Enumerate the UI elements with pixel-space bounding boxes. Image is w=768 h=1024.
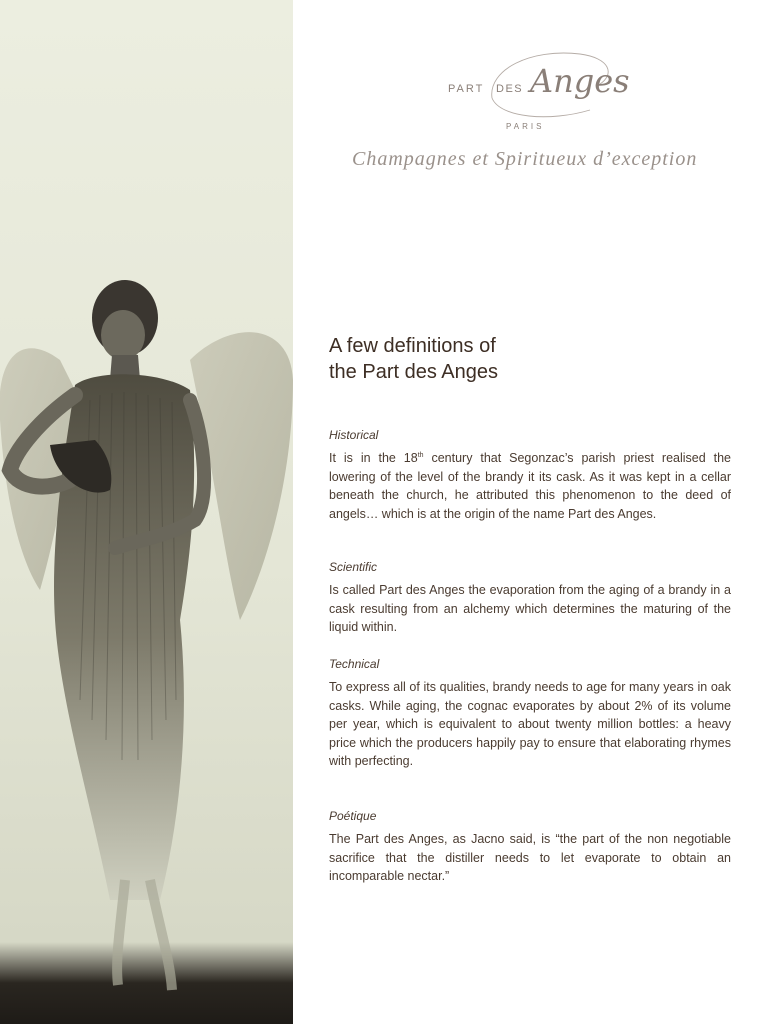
title-line-1: A few definitions of — [329, 335, 496, 357]
superscript-th: th — [417, 451, 424, 459]
section-historical — [329, 428, 731, 523]
logo-des: DES — [496, 83, 524, 95]
brand-tagline: Champagnes et Spiritueux d’exception — [352, 148, 698, 170]
face — [101, 310, 145, 360]
page-title — [329, 333, 731, 385]
section-technical — [329, 657, 731, 771]
section-body: To express all of its qualities, brandy needs to age for many years in oak casks. While aging, the cognac evaporates by about 2% of its volume per year, which is equivalent to about twenty million bottles: a heavy price which the producers happily pay to ensure that elaborating rhymes with perfecting. — [329, 680, 731, 768]
brand-logo — [440, 40, 630, 140]
section-heading: Technical — [329, 657, 380, 671]
angel-illustration — [0, 0, 293, 1024]
section-body: The Part des Anges, as Jacno said, is “the part of the non negotiable sacrifice that the distiller needs to let evaporate to obtain an incomparable nectar.” — [329, 832, 731, 883]
logo-city: PARIS — [506, 122, 545, 131]
definitions-content — [329, 333, 732, 883]
logo-part: PART — [448, 83, 485, 95]
section-body: Is called Part des Anges the evaporation from the aging of a brandy in a cask resulting from an alchemy which determines the maturing of the liquid within. — [329, 583, 731, 634]
section-heading: Historical — [329, 428, 379, 442]
section-body: It is in the 18th century that Segonzac’s parish priest realised the lowering of the level of the brandy it its cask. As it was kept in a cellar beneath the church, he attributed this phenomenon to the deed of angels… which is at the origin of the name Part des Anges. — [329, 451, 732, 521]
section-scientific — [329, 560, 731, 637]
section-poetique — [329, 809, 731, 886]
section-heading: Scientific — [329, 560, 378, 574]
title-line-2: the Part des Anges — [329, 361, 499, 383]
angel-photo — [0, 0, 293, 1024]
section-heading: Poétique — [329, 809, 377, 823]
logo-anges: Anges — [530, 62, 630, 100]
